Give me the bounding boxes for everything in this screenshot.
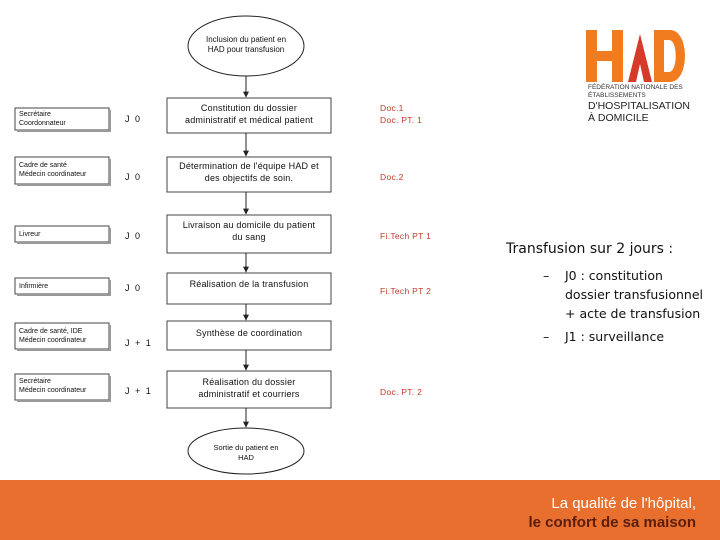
role-label [19, 161, 86, 179]
task-label [167, 327, 331, 339]
task-label [167, 219, 331, 243]
role-line: Cadre de santé [19, 162, 67, 169]
task-line: administratif et médical patient [185, 115, 313, 125]
footer-banner [0, 480, 720, 540]
role-label [19, 282, 48, 291]
doc-line: Fi.Tech PT 2 [380, 286, 432, 296]
doc-line: Doc. PT. 1 [380, 115, 423, 125]
role-line: Coordonnateur [19, 120, 66, 127]
doc-label [380, 230, 431, 242]
day-label: J 0 [125, 231, 142, 241]
bullet-line: J0 : constitution [565, 268, 663, 283]
doc-label [380, 285, 431, 297]
role-box-shadows [17, 110, 110, 401]
logo-line: À DOMICILE [588, 112, 649, 124]
role-label [19, 377, 86, 395]
role-line: Médecin coordinateur [19, 337, 87, 344]
doc-label [380, 386, 422, 398]
end-label [196, 443, 296, 463]
task-line: des objectifs de soin. [204, 173, 294, 183]
task-label [167, 102, 331, 126]
doc-label [380, 102, 422, 126]
start-label [196, 35, 296, 55]
bullet-dash: – [543, 268, 550, 283]
bullet-text [565, 327, 720, 346]
side-note-title: Transfusion sur 2 jours : [506, 241, 674, 257]
side-bullet [543, 327, 720, 347]
doc-line: Doc.1 [380, 103, 404, 113]
bullet-line: dossier transfusionnel [565, 287, 703, 302]
doc-line: Fi.Tech PT 1 [380, 231, 432, 241]
role-line: Secrétaire [19, 378, 51, 385]
end-line: Sortie du patient en [213, 443, 279, 452]
role-line: Infirmière [19, 283, 49, 290]
day-label: J 0 [125, 114, 142, 124]
role-line: Médecin coordinateur [19, 387, 87, 394]
task-line: Détermination de l'équipe HAD et [179, 161, 319, 171]
day-label: J 0 [125, 283, 142, 293]
role-line: Cadre de santé, IDE [19, 328, 83, 335]
logo-subtitle [588, 84, 720, 124]
doc-line: Doc. PT. 2 [380, 387, 423, 397]
logo-line: FÉDÉRATION NATIONALE DES ÉTABLISSEMENTS [588, 84, 683, 99]
day-label: J 0 [125, 172, 142, 182]
role-line: Médecin coordinateur [19, 171, 87, 178]
bullet-line: J1 : surveillance [565, 329, 665, 344]
task-label [167, 160, 331, 184]
end-line: HAD [238, 453, 254, 462]
doc-label [380, 171, 404, 183]
role-label [19, 110, 66, 128]
task-line: Réalisation de la transfusion [189, 279, 309, 289]
task-label [167, 278, 331, 290]
role-line: Secrétaire [19, 111, 51, 118]
bullet-dash: – [543, 329, 550, 344]
start-line: HAD pour transfusion [207, 45, 285, 54]
bullet-text [565, 266, 720, 323]
doc-line: Doc.2 [380, 172, 404, 182]
task-line: administratif et courriers [198, 389, 300, 399]
bullet-line: + acte de transfusion [565, 306, 701, 321]
had-logo-icon [584, 28, 694, 88]
footer-tagline-1: La qualité de l'hôpital, [551, 495, 696, 512]
task-line: Synthèse de coordination [195, 328, 303, 338]
role-boxes [15, 108, 109, 400]
side-bullet [543, 266, 720, 326]
role-label [19, 327, 86, 345]
task-line: Constitution du dossier [200, 103, 298, 113]
task-line: Livraison au domicile du patient [182, 220, 316, 230]
role-label [19, 230, 40, 239]
task-line: du sang [232, 232, 266, 242]
task-label [167, 376, 331, 400]
task-line: Réalisation du dossier [202, 377, 296, 387]
start-line: Inclusion du patient en [205, 35, 287, 44]
logo-line: D'HOSPITALISATION [588, 100, 690, 112]
role-line: Livreur [19, 231, 41, 238]
footer-tagline-2: le confort de sa maison [528, 514, 696, 531]
day-label: J + 1 [125, 338, 153, 348]
day-label: J + 1 [125, 386, 153, 396]
